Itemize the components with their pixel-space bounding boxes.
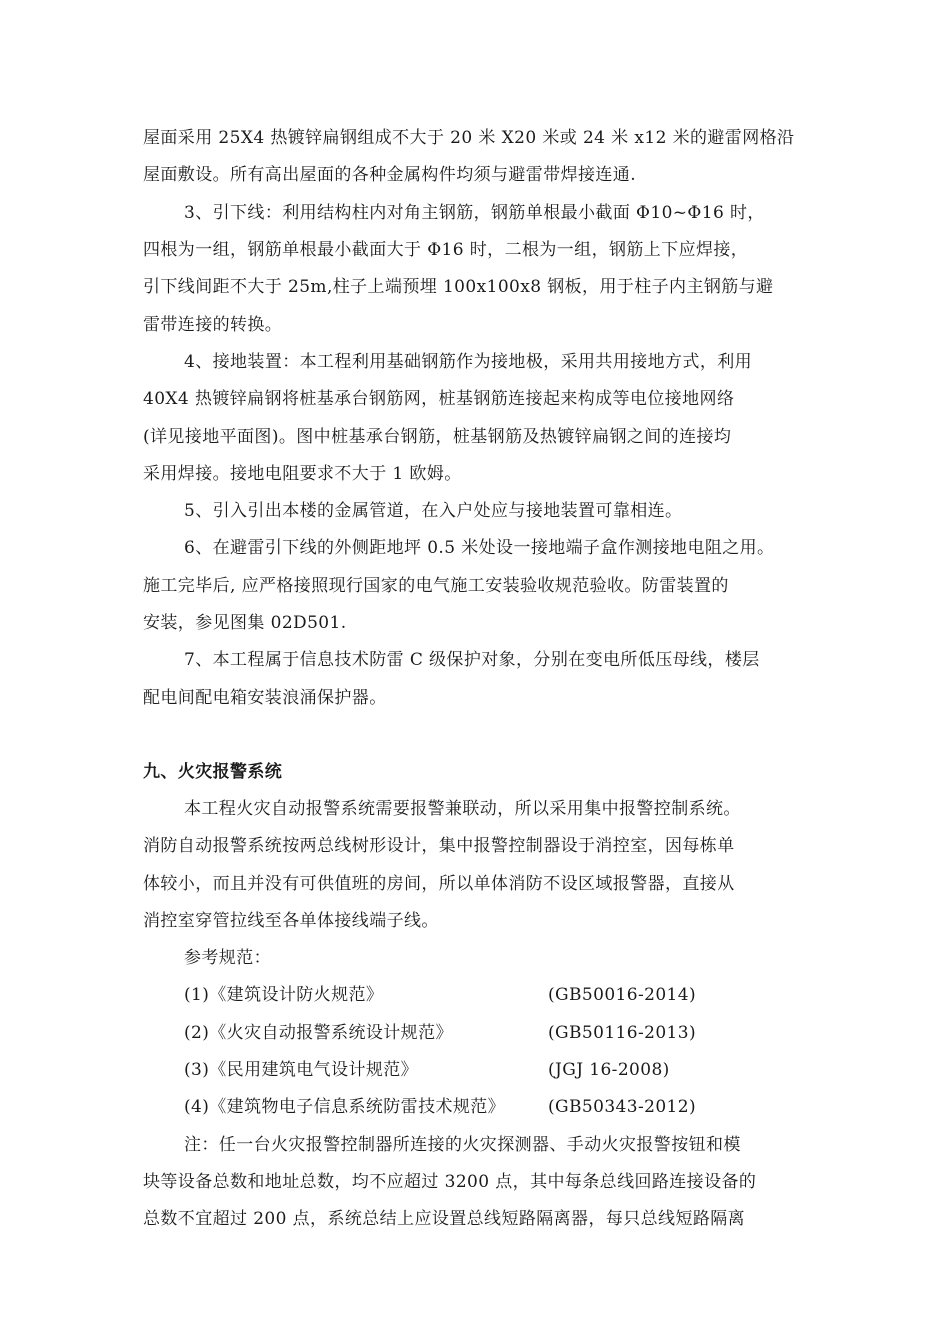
reference-code: (GB50116-2013) (548, 1023, 697, 1043)
paragraph-line: 引下线间距不大于 25m,柱子上端预埋 100x100x8 钢板，用于柱子内主钢筋与避 (143, 277, 774, 297)
paragraph-line: 体较小，而且并没有可供值班的房间，所以单体消防不设区域报警器，直接从 (143, 874, 735, 894)
paragraph-line: 40X4 热镀锌扁钢将桩基承台钢筋网，桩基钢筋连接起来构成等电位接地网络 (143, 389, 735, 409)
reference-name: (4)《建筑物电子信息系统防雷技术规范》 (184, 1097, 506, 1117)
note-line: 块等设备总数和地址总数，均不应超过 3200 点，其中每条总线回路连接设备的 (143, 1172, 757, 1192)
paragraph-line: 7、本工程属于信息技术防雷 C 级保护对象，分别在变电所低压母线，楼层 (184, 650, 760, 670)
paragraph-line: 消控室穿管拉线至各单体接线端子线。 (143, 911, 439, 931)
reference-code: (GB50016-2014) (548, 985, 697, 1005)
section-heading: 九、火灾报警系统 (143, 762, 283, 782)
reference-name: (2)《火灾自动报警系统设计规范》 (184, 1023, 453, 1043)
reference-name: (3)《民用建筑电气设计规范》 (184, 1060, 419, 1080)
paragraph-line: 本工程火灾自动报警系统需要报警兼联动，所以采用集中报警控制系统。 (184, 799, 741, 819)
paragraph-line: 屋面采用 25X4 热镀锌扁钢组成不大于 20 米 X20 米或 24 米 x12 米的避雷网格沿 (143, 128, 795, 148)
note-line: 总数不宜超过 200 点，系统总结上应设置总线短路隔离器，每只总线短路隔离 (143, 1209, 746, 1229)
paragraph-line: 施工完毕后, 应严格接照现行国家的电气施工安装验收规范验收。防雷装置的 (143, 576, 729, 596)
paragraph-line: (详见接地平面图)。图中桩基承台钢筋，桩基钢筋及热镀锌扁钢之间的连接均 (143, 427, 732, 447)
reference-code: (GB50343-2012) (548, 1097, 697, 1117)
paragraph-line: 雷带连接的转换。 (143, 315, 283, 335)
paragraph-line: 3、引下线：利用结构柱内对角主钢筋，钢筋单根最小截面 Φ10~Φ16 时， (184, 203, 765, 223)
paragraph-line: 四根为一组，钢筋单根最小截面大于 Φ16 时，二根为一组，钢筋上下应焊接， (143, 240, 749, 260)
paragraph-line: 配电间配电箱安装浪涌保护器。 (143, 688, 387, 708)
paragraph-line: 5、引入引出本楼的金属管道，在入户处应与接地装置可靠相连。 (184, 501, 683, 521)
note-line: 注：任一台火灾报警控制器所连接的火灾探测器、手动火灾报警按钮和模 (184, 1135, 741, 1155)
paragraph-line: 4、接地装置：本工程利用基础钢筋作为接地极，采用共用接地方式，利用 (184, 352, 753, 372)
paragraph-line: 安装，参见图集 02D501. (143, 613, 347, 633)
paragraph-line: 消防自动报警系统按两总线树形设计，集中报警控制器设于消控室，因每栋单 (143, 836, 735, 856)
reference-code: (JGJ 16-2008) (548, 1060, 670, 1080)
references-label: 参考规范： (184, 948, 271, 968)
paragraph-line: 屋面敷设。所有高出屋面的各种金属构件均须与避雷带焊接连通. (143, 165, 637, 185)
reference-name: (1)《建筑设计防火规范》 (184, 985, 384, 1005)
paragraph-line: 6、在避雷引下线的外侧距地坪 0.5 米处设一接地端子盒作测接地电阻之用。 (184, 538, 775, 558)
paragraph-line: 采用焊接。接地电阻要求不大于 1 欧姆。 (143, 464, 462, 484)
